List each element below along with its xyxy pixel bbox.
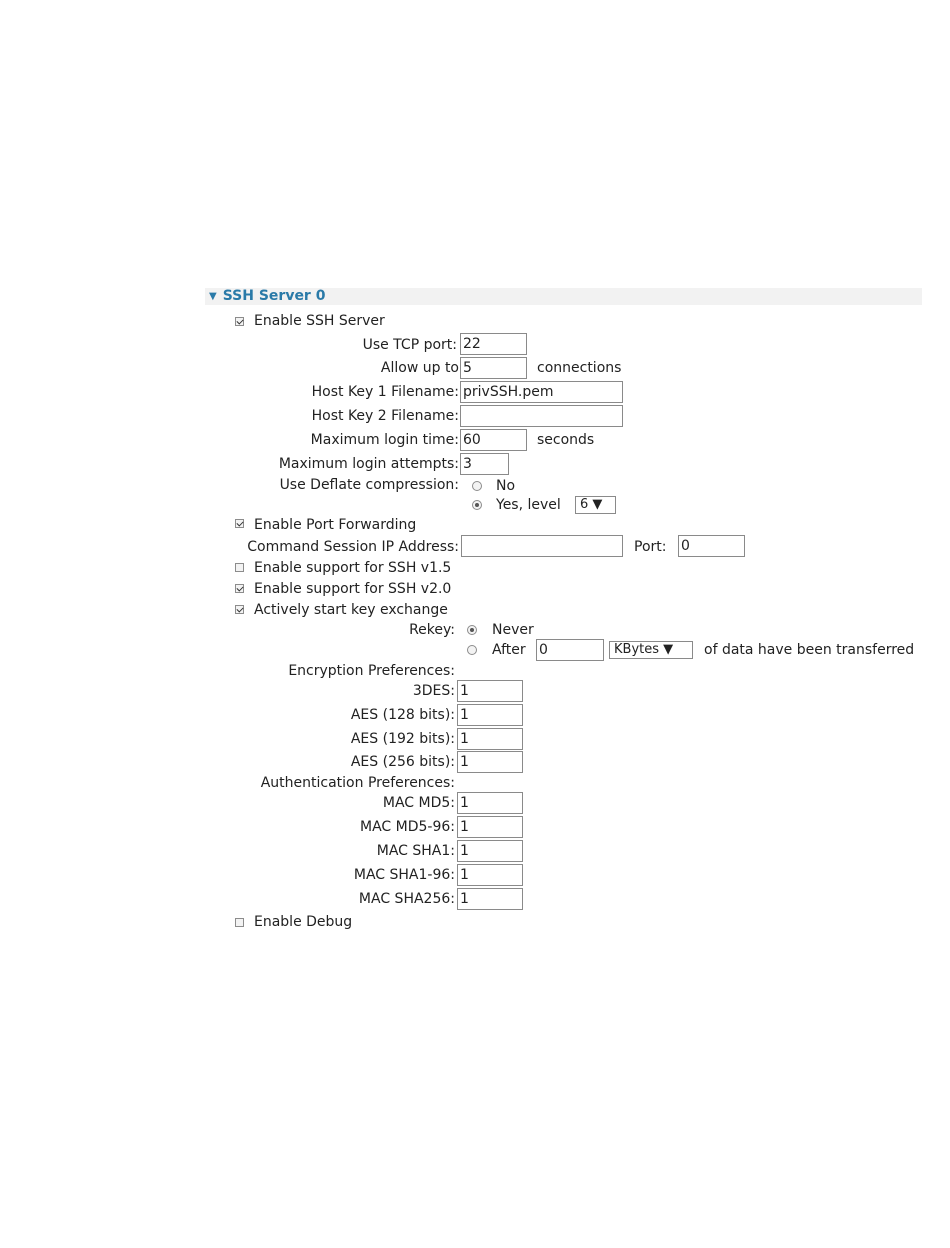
connections-input[interactable] bbox=[460, 357, 527, 379]
mac-md5-96-input[interactable] bbox=[457, 816, 523, 838]
mac-md5-96-label: MAC MD5-96: bbox=[360, 819, 455, 835]
command-session-ip-label: Command Session IP Address: bbox=[247, 539, 459, 555]
host-key-2-label: Host Key 2 Filename: bbox=[311, 408, 459, 424]
mac-sha1-96-label: MAC SHA1-96: bbox=[353, 867, 455, 883]
host-key-1-input[interactable] bbox=[460, 381, 623, 403]
tcp-port-input[interactable] bbox=[460, 333, 527, 355]
port-input[interactable] bbox=[678, 535, 745, 557]
enable-ssh-server-label: Enable SSH Server bbox=[254, 313, 385, 329]
rekey-after-label: After bbox=[492, 642, 526, 658]
ssh-v15-checkbox[interactable] bbox=[235, 563, 244, 572]
deflate-no-label: No bbox=[496, 478, 516, 494]
deflate-label: Use Deflate compression: bbox=[279, 477, 459, 493]
mac-sha1-input[interactable] bbox=[457, 840, 523, 862]
host-key-1-label: Host Key 1 Filename: bbox=[311, 384, 459, 400]
rekey-label: Rekey: bbox=[409, 622, 455, 638]
mac-md5-input[interactable] bbox=[457, 792, 523, 814]
encryption-aes192-input[interactable] bbox=[457, 728, 523, 750]
rekey-suffix: of data have been transferred bbox=[704, 642, 915, 658]
max-login-time-input[interactable] bbox=[460, 429, 527, 451]
ssh-v20-label: Enable support for SSH v2.0 bbox=[254, 581, 452, 597]
encryption-aes128-input[interactable] bbox=[457, 704, 523, 726]
encryption-aes128-label: AES (128 bits): bbox=[350, 707, 455, 723]
deflate-no-radio[interactable] bbox=[472, 481, 482, 491]
authentication-heading: Authentication Preferences: bbox=[260, 775, 455, 791]
mac-sha256-label: MAC SHA256: bbox=[358, 891, 455, 907]
key-exchange-checkbox[interactable] bbox=[235, 605, 244, 614]
encryption-3des-input[interactable] bbox=[457, 680, 523, 702]
max-login-attempts-input[interactable] bbox=[460, 453, 509, 475]
rekey-never-label: Never bbox=[492, 622, 534, 638]
max-login-attempts-label: Maximum login attempts: bbox=[278, 456, 459, 472]
encryption-aes192-label: AES (192 bits): bbox=[350, 731, 455, 747]
port-label: Port: bbox=[634, 539, 667, 555]
deflate-yes-label: Yes, level bbox=[496, 497, 561, 513]
mac-sha256-input[interactable] bbox=[457, 888, 523, 910]
port-forwarding-label: Enable Port Forwarding bbox=[254, 517, 417, 533]
rekey-after-radio[interactable] bbox=[467, 645, 477, 655]
deflate-level-select[interactable]: 6 ▼ bbox=[575, 496, 616, 514]
triangle-down-icon[interactable]: ▼ bbox=[209, 291, 217, 302]
enable-ssh-server-checkbox[interactable] bbox=[235, 317, 244, 326]
mac-md5-label: MAC MD5: bbox=[382, 795, 455, 811]
encryption-aes256-input[interactable] bbox=[457, 751, 523, 773]
max-login-time-label: Maximum login time: bbox=[310, 432, 459, 448]
key-exchange-label: Actively start key exchange bbox=[254, 602, 448, 618]
mac-sha1-label: MAC SHA1: bbox=[376, 843, 455, 859]
command-session-ip-input[interactable] bbox=[461, 535, 623, 557]
enable-debug-checkbox[interactable] bbox=[235, 918, 244, 927]
allow-up-to-label: Allow up to bbox=[380, 360, 459, 376]
ssh-v15-label: Enable support for SSH v1.5 bbox=[254, 560, 452, 576]
rekey-never-radio[interactable] bbox=[467, 625, 477, 635]
rekey-after-input[interactable] bbox=[536, 639, 604, 661]
encryption-aes256-label: AES (256 bits): bbox=[350, 754, 455, 770]
tcp-port-label: Use TCP port: bbox=[362, 337, 457, 353]
rekey-unit-select[interactable]: KBytes ▼ bbox=[609, 641, 693, 659]
mac-sha1-96-input[interactable] bbox=[457, 864, 523, 886]
seconds-suffix: seconds bbox=[537, 432, 595, 448]
enable-debug-label: Enable Debug bbox=[254, 914, 353, 930]
section-title[interactable]: ▼ SSH Server 0 bbox=[209, 288, 326, 304]
encryption-3des-label: 3DES: bbox=[412, 683, 455, 699]
connections-suffix: connections bbox=[537, 360, 622, 376]
port-forwarding-checkbox[interactable] bbox=[235, 519, 244, 528]
host-key-2-input[interactable] bbox=[460, 405, 623, 427]
encryption-heading: Encryption Preferences: bbox=[288, 663, 455, 679]
ssh-v20-checkbox[interactable] bbox=[235, 584, 244, 593]
deflate-yes-radio[interactable] bbox=[472, 500, 482, 510]
